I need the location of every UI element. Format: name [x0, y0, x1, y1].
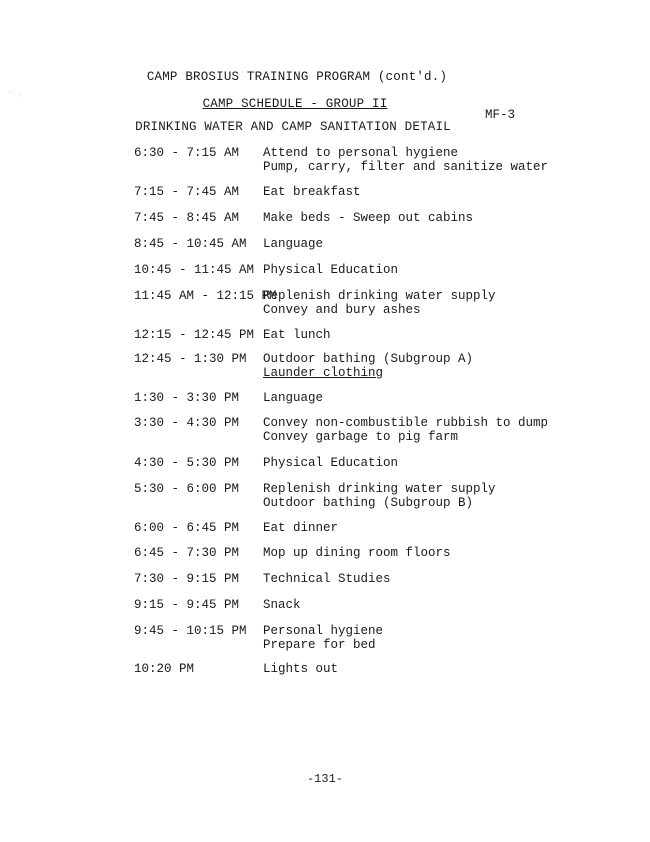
schedule-time: 7:45 - 8:45 AM — [134, 211, 240, 225]
schedule-activities — [263, 391, 323, 405]
schedule-activities — [263, 521, 338, 535]
page-number: -131- — [306, 772, 343, 786]
schedule-activity: Make beds - Sweep out cabins — [263, 211, 474, 225]
schedule-activities — [263, 624, 383, 652]
schedule-activities — [263, 598, 301, 612]
schedule-activity: Personal hygiene — [263, 624, 384, 638]
schedule-time: 6:30 - 7:15 AM — [134, 146, 240, 160]
schedule-activity: Technical Studies — [263, 572, 391, 586]
schedule-activity: Mop up dining room floors — [263, 546, 451, 560]
schedule-activity: Convey and bury ashes — [263, 303, 421, 317]
schedule-activities — [263, 185, 361, 199]
schedule-time: 9:45 - 10:15 PM — [134, 624, 247, 638]
detail-heading: DRINKING WATER AND CAMP SANITATION DETAIL — [135, 120, 451, 134]
schedule-time: 10:45 - 11:45 AM — [134, 263, 255, 277]
schedule-activities — [263, 482, 496, 510]
schedule-activity: Attend to personal hygiene — [263, 146, 459, 160]
scan-smudge: ˘ · — [8, 92, 23, 101]
schedule-activities — [263, 416, 548, 444]
schedule-time: 3:30 - 4:30 PM — [134, 416, 240, 430]
schedule-activity: Prepare for bed — [263, 638, 376, 652]
schedule-activity: Convey non-combustible rubbish to dump — [263, 416, 549, 430]
schedule-activity: Replenish drinking water supply — [263, 482, 496, 496]
schedule-time: 7:30 - 9:15 PM — [134, 572, 240, 586]
schedule-activity: Physical Education — [263, 263, 399, 277]
schedule-time: 12:15 - 12:45 PM — [134, 328, 255, 342]
schedule-time: 4:30 - 5:30 PM — [134, 456, 240, 470]
schedule-subtitle-text: CAMP SCHEDULE - GROUP II — [202, 97, 388, 111]
schedule-time: 1:30 - 3:30 PM — [134, 391, 240, 405]
schedule-activity: Language — [263, 237, 324, 251]
schedule-time: 12:45 - 1:30 PM — [134, 352, 247, 366]
schedule-activities — [263, 572, 391, 586]
schedule-time: 6:00 - 6:45 PM — [134, 521, 240, 535]
document-code: MF-3 — [485, 108, 516, 122]
schedule-activities — [263, 328, 331, 342]
schedule-activity: Language — [263, 391, 324, 405]
schedule-activities — [263, 352, 473, 380]
schedule-activities — [263, 546, 451, 560]
schedule-activity: Lights out — [263, 662, 339, 676]
schedule-activities — [263, 237, 323, 251]
schedule-time: 10:20 PM — [134, 662, 195, 676]
schedule-activities — [263, 211, 473, 225]
schedule-activities — [263, 456, 398, 470]
schedule-time: 11:45 AM - 12:15 PM — [134, 289, 277, 303]
schedule-activity: Outdoor bathing (Subgroup B) — [263, 496, 474, 510]
schedule-time: 6:45 - 7:30 PM — [134, 546, 240, 560]
schedule-activity: Snack — [263, 598, 301, 612]
schedule-activity: Launder clothing — [263, 366, 384, 380]
schedule-activity: Convey garbage to pig farm — [263, 430, 459, 444]
schedule-time: 8:45 - 10:45 AM — [134, 237, 247, 251]
schedule-subtitle — [0, 97, 620, 111]
schedule-activity: Eat breakfast — [263, 185, 361, 199]
schedule-activity: Pump, carry, filter and sanitize water — [263, 160, 549, 174]
schedule-activities — [263, 146, 548, 174]
schedule-activities — [263, 263, 398, 277]
schedule-activities — [263, 289, 496, 317]
schedule-activity: Physical Education — [263, 456, 399, 470]
schedule-time: 7:15 - 7:45 AM — [134, 185, 240, 199]
schedule-activities — [263, 662, 338, 676]
schedule-activity: Replenish drinking water supply — [263, 289, 496, 303]
schedule-activity: Eat dinner — [263, 521, 339, 535]
schedule-time: 5:30 - 6:00 PM — [134, 482, 240, 496]
schedule-activity: Eat lunch — [263, 328, 331, 342]
schedule-time: 9:15 - 9:45 PM — [134, 598, 240, 612]
program-title: CAMP BROSIUS TRAINING PROGRAM (cont'd.) — [146, 70, 448, 84]
schedule-activity: Outdoor bathing (Subgroup A) — [263, 352, 474, 366]
